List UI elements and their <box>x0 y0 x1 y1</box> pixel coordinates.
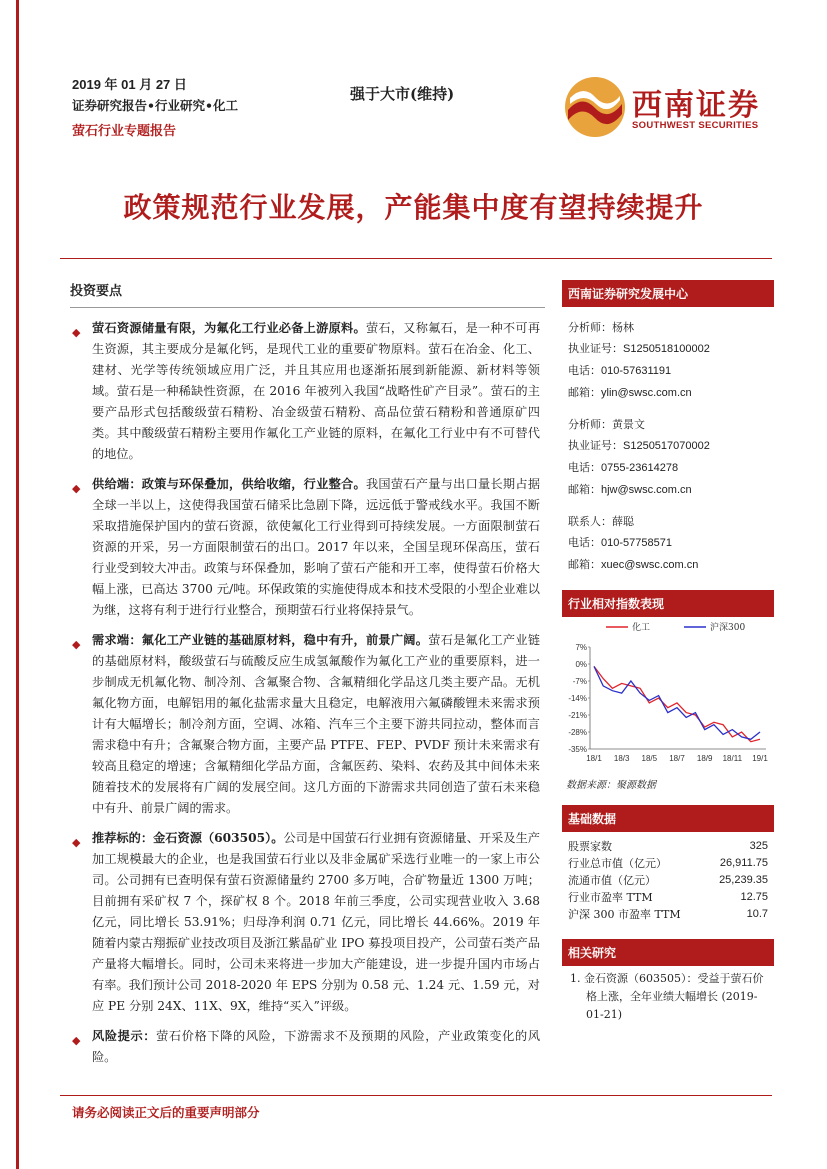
y-tick-label: -7% <box>572 677 587 686</box>
phone-label: 电话： <box>568 461 601 474</box>
phone-number: 010-57631191 <box>601 365 672 377</box>
x-tick-label: 18/5 <box>641 754 658 763</box>
analyst-name-row <box>562 414 774 435</box>
left-accent-bar <box>16 0 19 1169</box>
basic-data-value: 325 <box>749 840 768 852</box>
chart-source: 数据来源：聚源数据 <box>566 780 656 791</box>
email-label: 邮箱： <box>568 558 601 571</box>
email-label: 邮箱： <box>568 386 601 399</box>
license-label: 执业证号： <box>568 342 623 355</box>
report-category: 证券研究报告•行业研究•化工 <box>72 98 238 113</box>
license-number: S1250517070002 <box>623 440 710 452</box>
bullet-diamond-icon: ◆ <box>72 482 81 495</box>
analyst-role: 分析师： <box>568 321 612 334</box>
basic-data-row <box>562 889 774 906</box>
analyst-phone-row <box>562 360 774 382</box>
email-link[interactable]: hjw@swsc.com.cn <box>601 484 692 496</box>
basic-data-row <box>562 872 774 889</box>
logo-english-name: SOUTHWEST SECURITIES <box>632 120 759 131</box>
x-tick-label: 18/11 <box>722 754 743 763</box>
analyst-license-row <box>562 338 774 360</box>
x-tick-label: 18/1 <box>586 754 602 763</box>
legend-label: 化工 <box>632 623 651 633</box>
analyst-name-row <box>562 317 774 338</box>
contact-role: 联系人： <box>568 515 612 528</box>
related-research-link[interactable]: 1. 金石资源（603505）：受益于萤石价格上涨，全年业绩大幅增长 (2019-01-21) <box>570 972 764 1021</box>
summary-divider <box>70 307 545 308</box>
bullet-lead: 萤石资源储量有限，为氟化工行业必备上游原料。 <box>92 321 366 335</box>
related-research-heading: 相关研究 <box>562 939 774 966</box>
report-date: 2019 年 01 月 27 日 <box>72 77 187 92</box>
research-center-heading: 西南证券研究发展中心 <box>562 280 774 307</box>
y-tick-label: -14% <box>568 694 587 703</box>
x-tick-label: 18/9 <box>696 754 713 763</box>
phone-label: 电话： <box>568 364 601 377</box>
bullet-diamond-icon: ◆ <box>72 638 81 651</box>
basic-data-row <box>562 838 774 855</box>
analyst-name: 黄景文 <box>612 418 645 431</box>
footer-disclaimer: 请务必阅读正文后的重要声明部分 <box>72 1105 260 1120</box>
bullet-text: 萤石是氟化工产业链的基础原材料，酸级萤石与硫酸反应生成氢氟酸作为氟化工产业的重要原料，进一步制成无机氟化物、制冷剂、含氟聚合物、含氟精细化学品这几类主要产品。无机氟化物方面，电解铝用的氟化盐需求量大且稳定，电解液用六氟磷酸锂未来需求预计有大幅增长；制冷剂方面，空调、冰箱、汽车三个主要下游共同拉动，整体而言需求稳中有升；含氟聚合物方面，主要产品 PTFE、FEP、PVDF 预计未来需求有较高且稳定的增速；含氟精细化学品方面，含氟医药、染料、农药及其中间体未来随着技术的发展将有广阔的发展空间。这几方面的下游需求共同创造了萤石未来稳中有升、前景广阔的需求。 <box>92 633 541 815</box>
y-tick-label: -35% <box>568 745 587 754</box>
analyst-email-row <box>562 382 774 404</box>
basic-data-label: 股票家数 <box>568 840 612 853</box>
bullet-lead: 供给端：政策与环保叠加，供给收缩，行业整合。 <box>92 477 366 491</box>
y-tick-label: -21% <box>568 711 587 720</box>
bullet-diamond-icon: ◆ <box>72 836 81 849</box>
basic-data-label: 行业市盈率 TTM <box>568 891 653 904</box>
summary-bullet <box>70 1026 540 1068</box>
contact-name: 薛聪 <box>612 515 634 528</box>
contact-phone-row <box>562 532 774 554</box>
logo-chinese-name: 西南证券 <box>632 88 760 123</box>
bullet-text: 萤石，又称氟石，是一种不可再生资源，其主要成分是氟化钙，是现代工业的重要矿物原料。萤石在冶金、化工、建材、光学等传统领域应用广泛，并且其应用也逐渐拓展到新能源、新材料等领域。萤石是一种稀缺性资源，在 2016 年被列入我国“战略性矿产目录”。萤石的主要产品形式包括酸级萤石精粉、冶金级萤石精粉、高品位萤石精粉和普通原矿四类。其中酸级萤石精粉主要用作氟化工产业链的原料，在氟化工行业中有不可替代的地位。 <box>92 321 541 461</box>
bullet-text: 萤石价格下降的风险，下游需求不及预期的风险，产业政策变化的风险。 <box>92 1029 541 1064</box>
bullet-lead: 风险提示： <box>92 1029 157 1043</box>
license-number: S1250518100002 <box>623 343 710 355</box>
basic-data-row <box>562 855 774 872</box>
basic-data-label: 行业总市值（亿元） <box>568 857 667 870</box>
basic-data-value: 12.75 <box>740 891 768 903</box>
report-title: 政策规范行业发展，产能集中度有望持续提升 <box>123 191 704 224</box>
summary-bullet <box>70 828 540 1017</box>
report-subtitle: 萤石行业专题报告 <box>72 124 177 139</box>
basic-data-value: 25,239.35 <box>719 874 768 886</box>
analyst-role: 分析师： <box>568 418 612 431</box>
basic-data-label: 沪深 300 市盈率 TTM <box>568 908 681 921</box>
contact-name-row <box>562 511 774 532</box>
summary-bullet <box>70 630 540 819</box>
logo-emblem-icon <box>562 74 628 140</box>
index-chart-svg <box>562 617 774 772</box>
basic-data-value: 26,911.75 <box>719 857 768 869</box>
email-link[interactable]: xuec@swsc.com.cn <box>601 559 699 571</box>
bullet-lead: 推荐标的：金石资源（603505）。 <box>92 831 284 845</box>
phone-number: 010-57758571 <box>601 537 672 549</box>
license-label: 执业证号： <box>568 439 623 452</box>
x-tick-label: 19/1 <box>752 754 768 763</box>
phone-number: 0755-23614278 <box>601 462 679 474</box>
sidebar <box>562 280 774 1024</box>
basic-data-row <box>562 906 774 923</box>
summary-bullet <box>70 318 540 465</box>
analyst-license-row <box>562 435 774 457</box>
basic-data-label: 流通市值（亿元） <box>568 874 656 887</box>
analyst-phone-row <box>562 457 774 479</box>
index-chart-heading: 行业相对指数表现 <box>562 590 774 617</box>
bullet-diamond-icon: ◆ <box>72 1034 81 1047</box>
y-tick-label: 0% <box>575 660 587 669</box>
summary-heading: 投资要点 <box>70 284 123 299</box>
email-label: 邮箱： <box>568 483 601 496</box>
x-tick-label: 18/7 <box>669 754 685 763</box>
x-tick-label: 18/3 <box>613 754 630 763</box>
title-divider <box>60 258 772 259</box>
legend-label: 沪深300 <box>710 623 746 633</box>
y-tick-label: -28% <box>568 728 587 737</box>
investment-summary <box>70 280 540 1077</box>
industry-rating: 强于大市(维持) <box>350 85 455 103</box>
basic-data-value: 10.7 <box>746 908 768 920</box>
email-link[interactable]: ylin@swsc.com.cn <box>601 387 692 399</box>
bullet-lead: 需求端：氟化工产业链的基础原材料，稳中有升，前景广阔。 <box>92 633 429 647</box>
analyst-name: 杨林 <box>612 321 634 334</box>
series-line <box>594 666 760 741</box>
analyst-email-row <box>562 479 774 501</box>
bullet-diamond-icon: ◆ <box>72 326 81 339</box>
bullet-text: 公司是中国萤石行业拥有资源储量、开采及生产加工规模最大的企业，也是我国萤石行业以及非金属矿采选行业唯一的一家上市公司。公司拥有已查明保有萤石资源储量约 2700 多万吨，合矿物量近 1300 万吨；目前拥有采矿权 7 个，探矿权 8 个。2018 年前三季度，公司实现营业收入 3.68 亿元，同比增长 53.91%；归母净利润 0.71 亿元，同比增长 44.66%。2019 年随着内蒙古翔振矿业技改项目及浙江紫晶矿业 IPO 募投项目投产，公司萤石类产品产量将大幅增长。同时，公司未来将进一步加大产能建设，进一步提升国内市场占有率。我们预计公司 2018-2020 年 EPS 分别为 0.58 元、1.24 元、1.59 元，对应 PE 分别 24X、11X、9X，维持“买入”评级。 <box>92 831 540 1013</box>
basic-data-heading: 基础数据 <box>562 805 774 832</box>
company-logo <box>562 74 772 140</box>
bullet-text: 我国萤石产量与出口量长期占据全球一半以上，这使得我国萤石储采比急剧下降，远远低于警戒线水平。我国不断采取措施保护国内的萤石资源，欲使氟化工行业得到可持续发展。一方面限制萤石资源的开采，另一方面限制萤石的出口。2017 年以来，全国呈现环保高压，萤石行业受到较大冲击。政策与环保叠加，影响了萤石产能和开工率，使得萤石价格大幅上涨，已高达 3700 元/吨。环保政策的实施使得成本和技术受限的小型企业难以为继，这将有利于进行行业整合，预期萤石行业将保持景气。 <box>92 477 541 617</box>
index-chart <box>562 617 774 772</box>
phone-label: 电话： <box>568 536 601 549</box>
footer-divider <box>60 1095 772 1096</box>
y-tick-label: 7% <box>575 643 587 652</box>
summary-bullet <box>70 474 540 621</box>
contact-email-row <box>562 554 774 576</box>
